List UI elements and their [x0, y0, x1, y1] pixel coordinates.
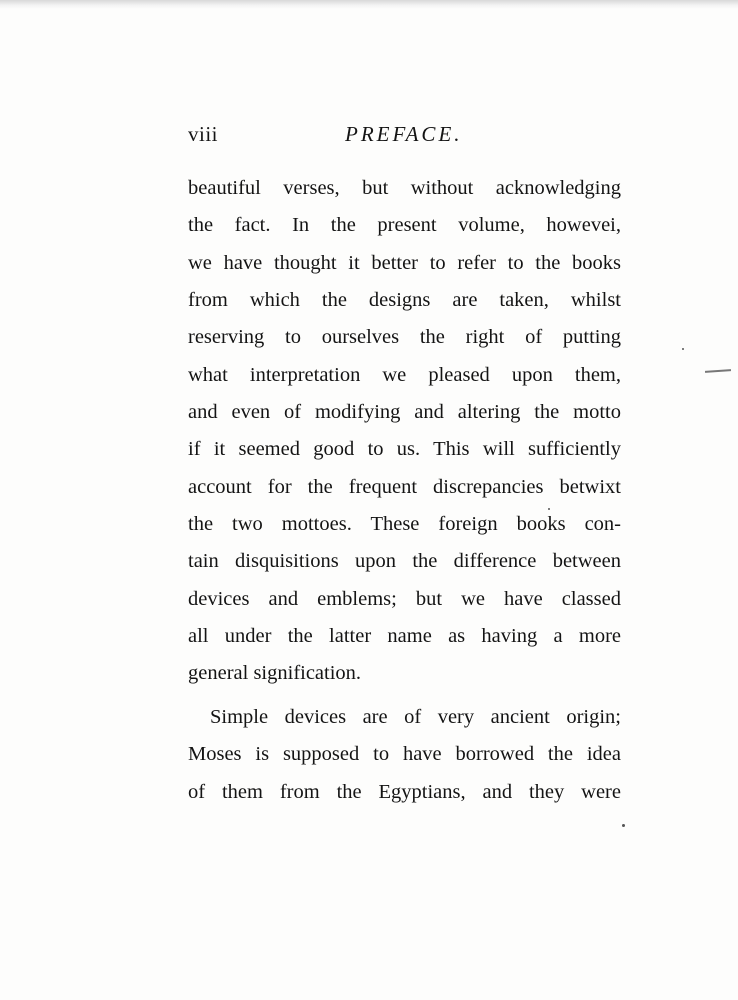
text-line: and even of modifying and altering the motto	[188, 401, 621, 424]
body-text	[188, 170, 621, 811]
text-line: tain disquisitions upon the difference between	[188, 550, 621, 573]
text-line: we have thought it better to refer to the books	[188, 251, 621, 274]
text-line: general signification.	[188, 662, 362, 685]
text-line: account for the frequent discrepancies betwixt	[188, 475, 621, 498]
text-line: if it seemed good to us. This will sufficiently	[188, 438, 621, 461]
running-title: PREFACE.	[345, 122, 463, 146]
text-line: Moses is supposed to have borrowed the idea	[188, 743, 621, 766]
text-line: beautiful verses, but without acknowledging	[188, 177, 621, 199]
paper-speck	[682, 348, 684, 350]
text-line: devices and emblems; but we have classed	[188, 587, 621, 610]
paper-speck	[548, 508, 550, 510]
text-line: all under the latter name as having a more	[188, 625, 621, 648]
text-line: reserving to ourselves the right of putting	[188, 326, 621, 349]
text-line: Simple devices are of very ancient origin;	[210, 705, 621, 728]
margin-scratch	[705, 369, 731, 373]
text-line: the fact. In the present volume, howevei,	[188, 214, 621, 237]
text-line: what interpretation we pleased upon them,	[188, 363, 621, 386]
paper-speck	[622, 824, 625, 827]
text-line: from which the designs are taken, whilst	[188, 289, 621, 312]
page-number: viii	[188, 122, 219, 146]
running-head	[188, 122, 620, 152]
text-line: the two mottoes. These foreign books con-	[188, 513, 621, 536]
text-line: of them from the Egyptians, and they were	[188, 780, 621, 803]
page-top-edge	[0, 0, 738, 9]
